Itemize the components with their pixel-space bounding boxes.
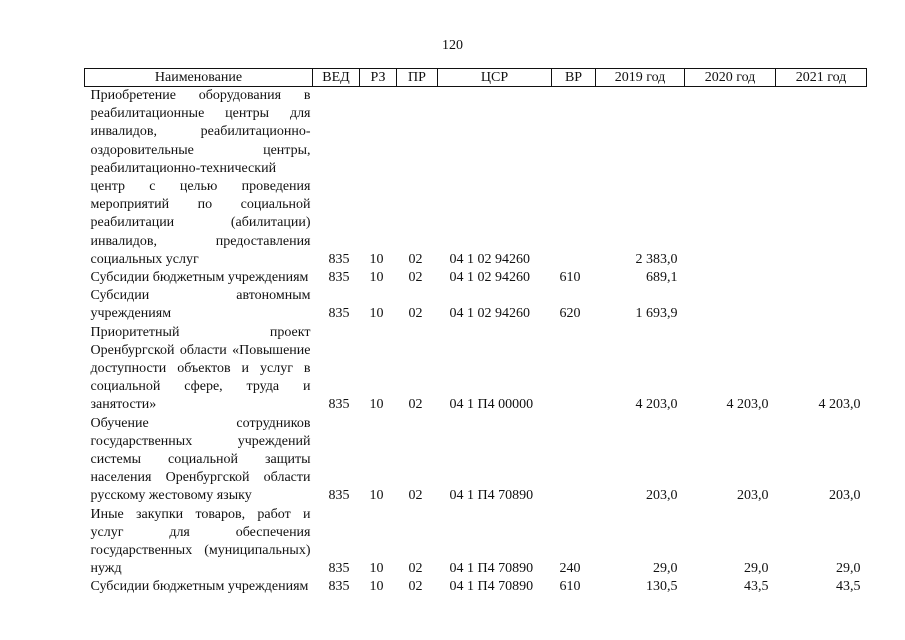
row-2021: 29,0 xyxy=(836,561,861,577)
row-pr: 02 xyxy=(408,270,423,286)
table-row xyxy=(85,87,867,270)
header-row xyxy=(85,69,867,87)
row-2020 xyxy=(685,269,776,287)
row-csr: 04 1 02 94260 xyxy=(449,270,530,286)
row-ved: 835 xyxy=(328,488,350,504)
row-2021 xyxy=(776,87,867,270)
row-name: Обучение сотрудников государственных учреждений системы социальной защиты населения Оренбургской области русскому жестовому языку xyxy=(90,415,311,504)
row-vr: 610 xyxy=(559,270,581,286)
row-2020 xyxy=(685,87,776,270)
row-csr: 04 1 П4 00000 xyxy=(449,397,534,413)
row-2020: 43,5 xyxy=(744,579,769,595)
row-2021 xyxy=(776,269,867,287)
header-2020: 2020 год xyxy=(685,69,776,87)
header-pr: ПР xyxy=(397,69,438,87)
budget-table xyxy=(84,68,867,597)
row-ved: 835 xyxy=(328,251,350,267)
row-csr: 04 1 02 94260 xyxy=(449,251,530,267)
header-name: Наименование xyxy=(85,69,313,87)
row-rz: 10 xyxy=(369,397,384,413)
row-csr: 04 1 02 94260 xyxy=(449,306,530,322)
table-row xyxy=(85,324,867,415)
table-header xyxy=(85,69,867,87)
row-rz: 10 xyxy=(369,488,384,504)
row-vr: 620 xyxy=(559,306,581,322)
row-2019: 203,0 xyxy=(646,488,678,504)
row-pr: 02 xyxy=(408,488,423,504)
row-vr: 610 xyxy=(559,579,581,595)
row-2021: 4 203,0 xyxy=(818,397,861,413)
table-row xyxy=(85,269,867,287)
row-csr: 04 1 П4 70890 xyxy=(449,488,534,504)
header-csr: ЦСР xyxy=(438,69,552,87)
row-pr: 02 xyxy=(408,397,423,413)
table-row xyxy=(85,287,867,323)
row-2019: 4 203,0 xyxy=(635,397,678,413)
row-2019: 29,0 xyxy=(653,561,678,577)
row-pr: 02 xyxy=(408,306,423,322)
table-row xyxy=(85,578,867,596)
row-name: Приобретение оборудования в реабилитационные центры для инвалидов, реабилитационно-оздоровительные центры, реабилитационно-технический центр с целью проведения мероприятий по социальной реабилитации (абилитации) инвалидов, предоставления социальных услуг xyxy=(90,88,311,267)
row-pr: 02 xyxy=(408,251,423,267)
table-body xyxy=(85,87,867,597)
header-2021: 2021 год xyxy=(776,69,867,87)
row-vr: 240 xyxy=(559,561,581,577)
row-2021 xyxy=(776,287,867,323)
row-pr: 02 xyxy=(408,561,423,577)
row-ved: 835 xyxy=(328,561,350,577)
row-2020 xyxy=(685,287,776,323)
row-rz: 10 xyxy=(369,561,384,577)
row-csr: 04 1 П4 70890 xyxy=(449,561,534,577)
row-name: Субсидии бюджетным учреждениям xyxy=(90,270,309,286)
row-2021: 203,0 xyxy=(829,488,861,504)
row-vr xyxy=(552,415,596,506)
row-pr: 02 xyxy=(408,579,423,595)
row-rz: 10 xyxy=(369,579,384,595)
row-2020: 29,0 xyxy=(744,561,769,577)
header-vr: ВР xyxy=(552,69,596,87)
row-csr: 04 1 П4 70890 xyxy=(449,579,534,595)
header-ved: ВЕД xyxy=(313,69,360,87)
row-rz: 10 xyxy=(369,270,384,286)
row-ved: 835 xyxy=(328,306,350,322)
table-row xyxy=(85,506,867,579)
row-ved: 835 xyxy=(328,579,350,595)
row-vr xyxy=(552,324,596,415)
header-2019: 2019 год xyxy=(596,69,685,87)
row-2019: 1 693,9 xyxy=(635,306,678,322)
row-2021: 43,5 xyxy=(836,579,861,595)
row-2020: 203,0 xyxy=(737,488,769,504)
row-name: Иные закупки товаров, работ и услуг для обеспечения государственных (муниципальных) нужд xyxy=(90,506,311,577)
row-2019: 130,5 xyxy=(646,579,678,595)
row-rz: 10 xyxy=(369,251,384,267)
page-number: 120 xyxy=(442,38,463,53)
row-ved: 835 xyxy=(328,397,350,413)
row-name: Субсидии бюджетным учреждениям xyxy=(90,579,309,595)
header-rz: РЗ xyxy=(360,69,397,87)
table-row xyxy=(85,415,867,506)
row-rz: 10 xyxy=(369,306,384,322)
row-vr xyxy=(552,87,596,270)
row-ved: 835 xyxy=(328,270,350,286)
row-name: Субсидии автономным учреждениям xyxy=(90,288,311,322)
row-2019: 2 383,0 xyxy=(635,251,678,267)
row-2019: 689,1 xyxy=(646,270,678,286)
row-2020: 4 203,0 xyxy=(726,397,769,413)
row-name: Приоритетный проект Оренбургской области «Повышение доступности объектов и услуг в социальной сфере, труда и занятости» xyxy=(90,324,311,413)
